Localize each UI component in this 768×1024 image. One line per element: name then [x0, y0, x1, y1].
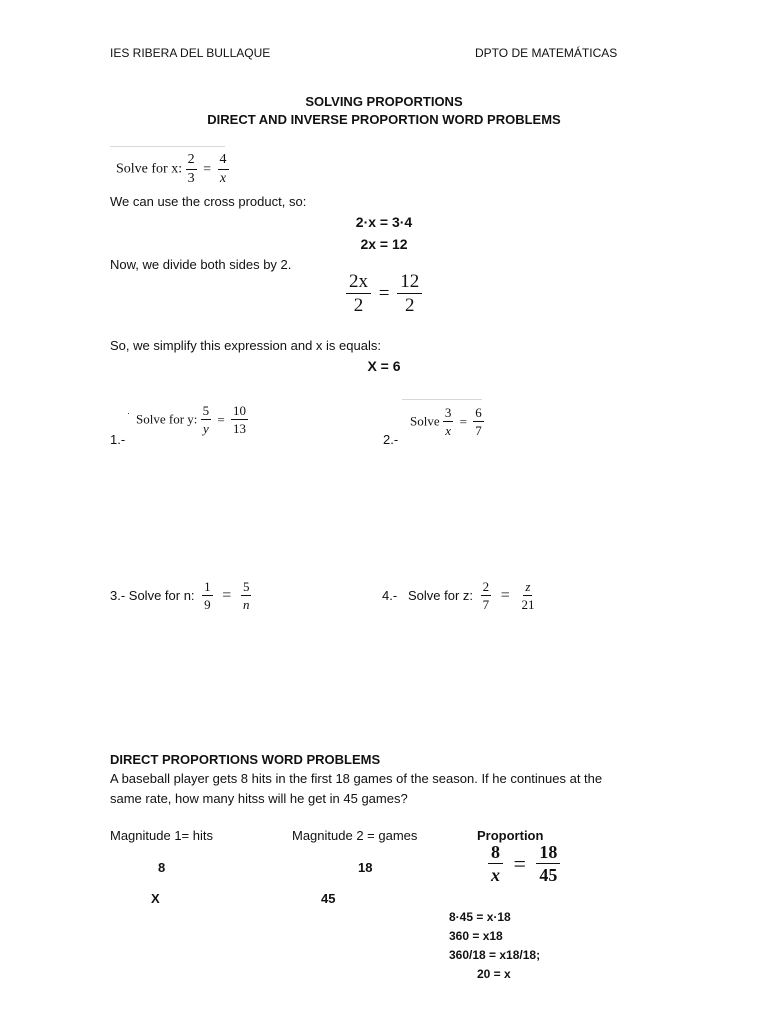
example-division-equation — [346, 272, 422, 315]
proportion-header: Proportion — [477, 828, 544, 843]
example-prompt: Solve for x: — [116, 161, 183, 177]
fraction-denominator: 2 — [404, 295, 415, 316]
fraction-numerator: 2 — [186, 153, 197, 170]
fraction-denominator: x — [219, 171, 227, 186]
direct-heading: DIRECT PROPORTIONS WORD PROBLEMS — [110, 752, 381, 767]
proportion-fraction-left — [488, 843, 503, 884]
exercise-3-fraction-left — [202, 580, 213, 611]
row-2-magnitude-2: 45 — [321, 891, 336, 906]
row-1-magnitude-2: 18 — [358, 860, 373, 875]
magnitude-2-header: Magnitude 2 = games — [292, 828, 418, 843]
fraction-denominator: 21 — [521, 597, 535, 612]
example-equation-2: 2x = 12 — [360, 236, 408, 252]
fraction-numerator: 12 — [397, 272, 422, 294]
row-2-magnitude-1: X — [151, 891, 160, 906]
division-fraction-right — [397, 272, 422, 315]
fraction-denominator: 7 — [482, 597, 490, 612]
equals-sign: = — [513, 850, 526, 876]
fraction-denominator: 9 — [204, 597, 211, 612]
fraction-numerator — [346, 272, 371, 294]
example-result: X = 6 — [367, 358, 401, 374]
example-equation-1: 2·x = 3·4 — [355, 214, 413, 230]
solution-step-4: 20 = x — [477, 967, 511, 981]
fraction-numerator: 5 — [242, 579, 250, 594]
exercise-1-marker: · — [127, 408, 130, 418]
exercise-3-fraction-right — [241, 580, 252, 611]
exercise-2-equation — [410, 406, 484, 437]
exercise-4-fraction-left — [481, 580, 492, 611]
title-line2: DIRECT AND INVERSE PROPORTION WORD PROBLEMS — [207, 112, 561, 127]
example-text-simplify: So, we simplify this expression and x is equals: — [110, 338, 381, 353]
exercise-4-label: 4.- Solve for z: — [382, 588, 474, 603]
exercise-3 — [110, 580, 251, 611]
exercise-1-label: 1.- — [110, 432, 126, 447]
direct-problem-line-1: A baseball player gets 8 hits in the first 18 games of the season. If he continues at the — [110, 771, 603, 786]
exercise-1-prompt: Solve for y: — [136, 411, 198, 427]
title-line1: SOLVING PROPORTIONS — [305, 94, 463, 109]
exercise-2-fraction-left — [443, 406, 454, 437]
equals-sign: = — [203, 161, 212, 177]
solution-step-1: 8·45 = x·18 — [449, 910, 511, 924]
fraction-denominator: n — [242, 597, 250, 612]
exercise-1-equation — [136, 404, 248, 435]
example-equation — [116, 153, 229, 186]
fraction-denominator: 13 — [232, 421, 246, 436]
fraction-numerator: 1 — [204, 579, 211, 594]
exercise-3-label: 3.- Solve for n: — [110, 588, 195, 603]
exercise-2-fraction-right — [473, 406, 484, 437]
fraction-numerator: 5 — [202, 403, 210, 418]
numerator-text: 2x — [349, 271, 368, 292]
fraction-numerator: 10 — [232, 403, 246, 418]
equals-sign: = — [378, 282, 390, 304]
fraction-numerator: 3 — [444, 405, 452, 420]
fraction-denominator: 45 — [539, 865, 558, 885]
division-fraction-left — [346, 272, 371, 315]
proportion-fraction-right — [536, 843, 560, 884]
equals-sign: = — [217, 411, 225, 427]
fraction-numerator: 6 — [475, 405, 482, 420]
exercise-2-top-rule — [402, 399, 482, 400]
row-1-magnitude-1: 8 — [158, 860, 166, 875]
exercise-1-fraction-right — [231, 404, 248, 435]
exercise-4-fraction-right — [519, 580, 536, 611]
exercise-1-fraction-left — [201, 404, 212, 435]
solution-step-3: 360/18 = x18/18; — [449, 948, 541, 962]
equals-sign: = — [500, 586, 510, 604]
exercise-2-label: 2.- — [383, 432, 399, 447]
equals-sign: = — [222, 586, 232, 604]
fraction-denominator: 2 — [353, 295, 364, 316]
example-fraction-right — [218, 153, 229, 186]
fraction-numerator: z — [525, 579, 531, 594]
example-fraction-left — [186, 153, 197, 186]
example-text-cross-product: We can use the cross product, so: — [110, 194, 307, 209]
solution-step-2: 360 = x18 — [449, 929, 503, 943]
fraction-denominator: 7 — [475, 423, 482, 438]
exercise-4 — [382, 580, 536, 611]
fraction-denominator: y — [203, 421, 209, 436]
image-top-rule — [110, 146, 225, 147]
magnitude-1-header: Magnitude 1= hits — [110, 828, 213, 843]
fraction-numerator: 8 — [488, 843, 503, 864]
fraction-denominator: 3 — [187, 171, 195, 186]
direct-problem-line-2: same rate, how many hitss will he get in 45 games? — [110, 791, 408, 806]
equals-sign: = — [459, 413, 467, 429]
fraction-numerator: 2 — [482, 579, 490, 594]
fraction-numerator: 4 — [218, 153, 229, 170]
fraction-numerator: 18 — [536, 843, 560, 864]
fraction-denominator: x — [491, 865, 500, 885]
fraction-denominator: x — [445, 423, 452, 438]
example-text-divide: Now, we divide both sides by 2. — [110, 257, 292, 272]
header-department: DPTO DE MATEMÁTICAS — [475, 46, 618, 60]
proportion-equation — [488, 843, 560, 884]
exercise-2-prompt: Solve — [410, 413, 440, 429]
header-school: IES RIBERA DEL BULLAQUE — [110, 46, 271, 60]
